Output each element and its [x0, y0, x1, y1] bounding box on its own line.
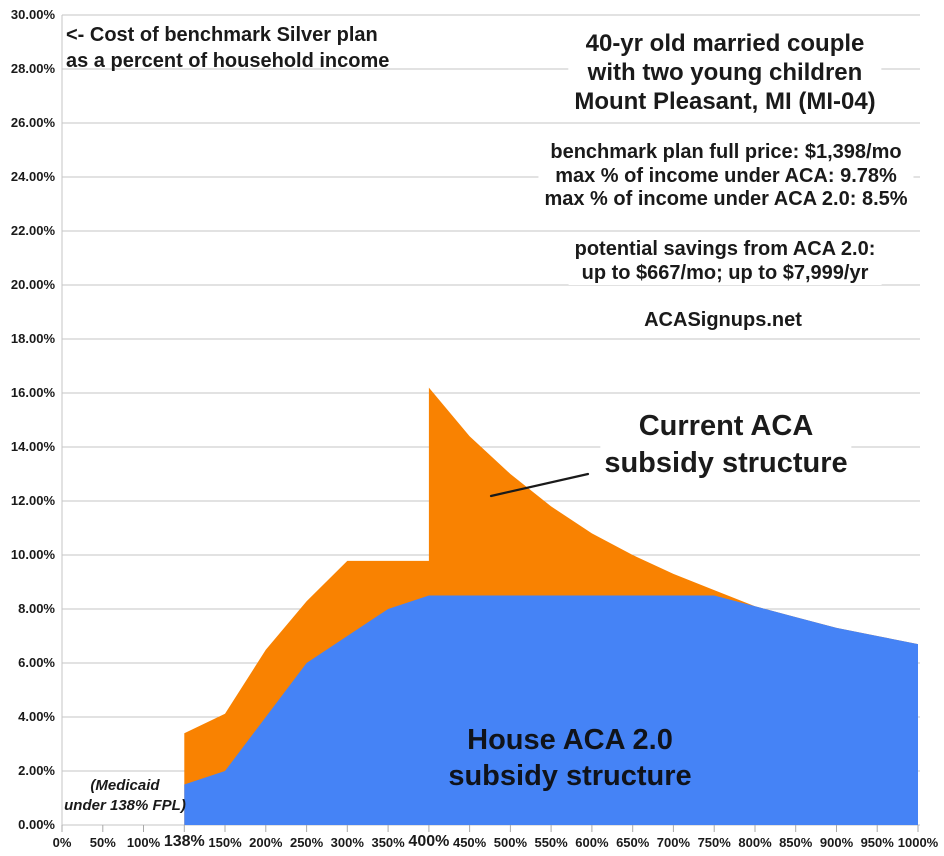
chart-title [568, 29, 881, 116]
y-axis-label: 18.00% [10, 331, 55, 346]
x-axis-label: 300% [330, 835, 364, 850]
title-line-2: with two young children [587, 59, 863, 86]
y-axis-label: 14.00% [10, 439, 55, 454]
x-axis-label: 250% [289, 835, 324, 850]
annotation-line-1: <- Cost of benchmark Silver plan [66, 24, 378, 46]
current-aca-line-1: Current ACA [638, 410, 814, 442]
y-axis-label: 0.00% [18, 817, 55, 832]
stat-max-aca: max % of income under ACA: 9.78% [555, 164, 897, 187]
savings-line-1: potential savings from ACA 2.0: [574, 238, 876, 260]
y-axis-label: 12.00% [10, 493, 55, 508]
x-axis-label: 600% [575, 835, 609, 850]
medicaid-line-2: under 138% FPL) [64, 797, 186, 814]
x-axis-label: 0% [52, 835, 72, 850]
x-axis-label: 100% [126, 835, 161, 850]
medicaid-line-1: (Medicaid [90, 777, 160, 794]
y-axis-label: 6.00% [18, 655, 55, 670]
x-axis-label: 850% [779, 835, 813, 850]
x-axis-label: 650% [616, 835, 650, 850]
stat-max-aca20: max % of income under ACA 2.0: 8.5% [544, 188, 908, 210]
stat-full-price: benchmark plan full price: $1,398/mo [550, 141, 902, 163]
y-axis-label: 30.00% [10, 7, 55, 22]
x-axis-label: 500% [493, 835, 528, 850]
x-axis-label: 400% [408, 833, 450, 850]
y-axis-label: 28.00% [10, 61, 55, 76]
title-line-3: Mount Pleasant, MI (MI-04) [574, 88, 876, 115]
potential-savings [569, 238, 882, 285]
y-axis-label: 8.00% [18, 601, 55, 616]
x-axis-label: 1000% [897, 835, 939, 850]
aca20-line-1: House ACA 2.0 [467, 724, 673, 756]
annotation-line-2: as a percent of household income [66, 50, 390, 72]
title-line-1: 40-yr old married couple [585, 30, 865, 57]
y-axis-label: 2.00% [18, 763, 55, 778]
y-axis-label: 20.00% [10, 277, 55, 292]
x-axis-label: 900% [819, 835, 854, 850]
aca20-line-2: subsidy structure [448, 760, 692, 792]
medicaid-annotation [64, 776, 186, 816]
x-axis-label: 550% [534, 835, 568, 850]
x-axis-label: 200% [249, 835, 283, 850]
y-axis-label: 4.00% [18, 709, 55, 724]
x-axis-label: 138% [163, 833, 205, 850]
y-axis-label: 26.00% [10, 115, 55, 130]
y-axis-label: 24.00% [10, 169, 55, 184]
y-axis-label: 16.00% [10, 385, 55, 400]
x-axis-label: 50% [89, 835, 116, 850]
y-axis-label: 22.00% [10, 223, 55, 238]
savings-line-2: up to $667/mo; up to $7,999/yr [581, 261, 869, 284]
site-watermark: ACASignups.net [638, 309, 808, 331]
x-axis-label: 800% [738, 835, 772, 850]
x-axis-label: 750% [697, 835, 731, 850]
x-axis-label: 700% [656, 835, 691, 850]
y-axis-annotation [66, 22, 389, 74]
x-axis-label: 450% [452, 835, 487, 850]
y-axis-label: 10.00% [10, 547, 55, 562]
x-axis-label: 950% [860, 835, 894, 850]
current-aca-line-2: subsidy structure [604, 447, 848, 479]
x-axis-label: 350% [371, 835, 405, 850]
benchmark-stats [538, 141, 913, 212]
series-label-current-aca [600, 408, 851, 482]
x-axis-label: 150% [208, 835, 242, 850]
series-label-aca20 [448, 722, 691, 794]
